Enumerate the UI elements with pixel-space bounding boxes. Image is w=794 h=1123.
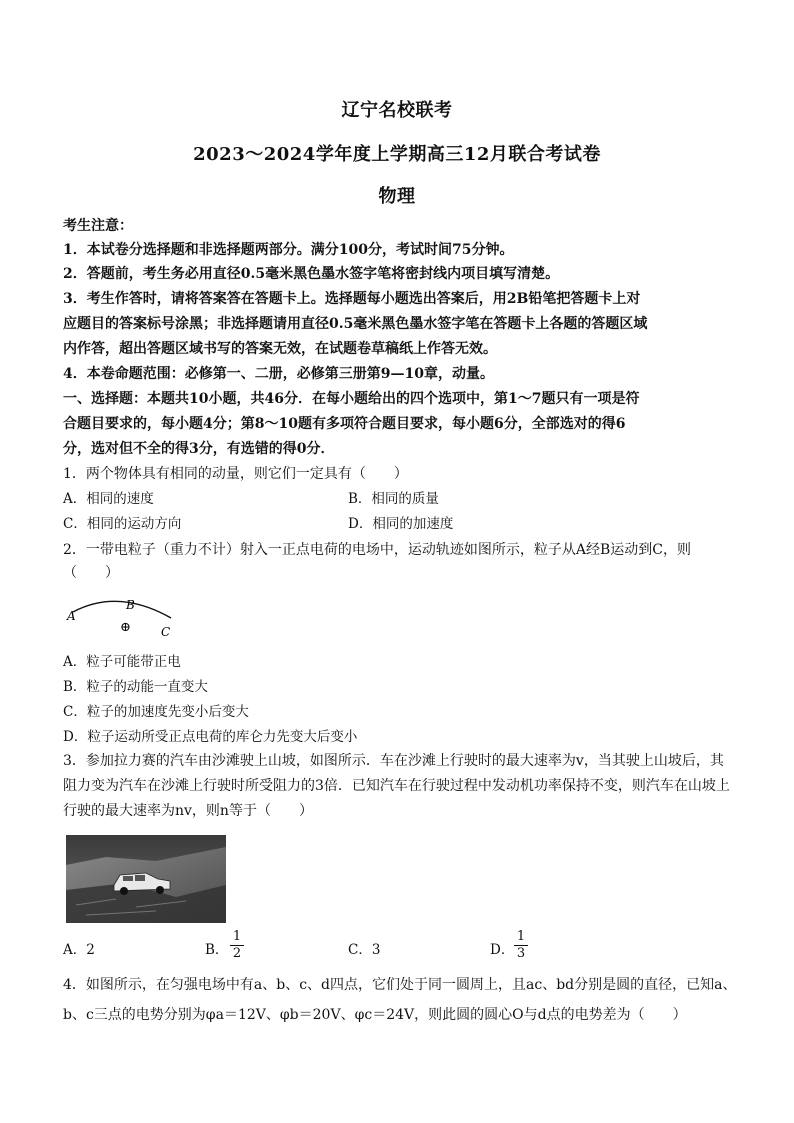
q2-stem-line-1: 2．一带电粒子（重力不计）射入一正点电荷的电场中，运动轨迹如图所示，粒子从A经B运动到C，则 (63, 542, 692, 558)
q1-option-c: C．相同的运动方向 (63, 516, 182, 532)
q3-option-a: A．2 (63, 942, 95, 958)
q2-option-d: D．粒子运动所受正点电荷的库仑力先变大后变小 (63, 729, 358, 745)
q3-stem-line-2: 阻力变为汽车在沙滩上行驶时所受阻力的3倍．已知汽车在行驶过程中发动机功率保持不变，则汽车在山坡上 (63, 778, 730, 794)
q3-option-c: C．3 (348, 942, 381, 958)
q2-trajectory-figure (63, 590, 203, 650)
q1-option-d: D．相同的加速度 (348, 516, 454, 532)
q4-stem-line-1: 4．如图所示，在匀强电场中有a、b、c、d四点，它们处于同一圆周上，且ac、bd分别是圆的直径，已知a、 (63, 977, 737, 993)
q2-option-c: C．粒子的加速度先变小后变大 (63, 704, 249, 720)
q3-stem-line-1: 3．参加拉力赛的汽车由沙滩驶上山坡，如图所示．车在沙滩上行驶时的最大速率为v，当其驶上山坡后，其 (63, 753, 724, 769)
q3-car-photo (66, 835, 226, 923)
q3-option-d-numerator: 1 (516, 929, 526, 944)
q1-option-b: B．相同的质量 (348, 491, 439, 507)
point-b-label: B (126, 598, 135, 612)
q3-option-d-fraction (514, 930, 528, 961)
trajectory-arc (73, 601, 171, 618)
q3-option-d-denominator: 3 (516, 946, 526, 961)
notice-item-4: 4．本卷命题范围：必修第一、二册，必修第三册第9—10章，动量。 (63, 366, 494, 382)
section1-line-3: 分，选对但不全的得3分，有选错的得0分． (63, 441, 335, 457)
exam-org-title: 辽宁名校联考 (341, 100, 453, 121)
notice-item-1: 1．本试卷分选择题和非选择题两部分。满分100分，考试时间75分钟。 (63, 242, 514, 258)
notice-item-2: 2．答题前，考生务必用直径0.5毫米黑色墨水签字笔将密封线内项目填写清楚。 (63, 266, 560, 282)
section1-line-1: 一、选择题：本题共10小题，共46分．在每小题给出的四个选项中，第1～7题只有一项是符 (63, 391, 640, 407)
q3-option-d-label: D． (490, 942, 515, 958)
q1-option-a: A．相同的速度 (63, 491, 154, 507)
q4-stem-line-2: b、c三点的电势分别为φa＝12V、φb＝20V、φc＝24V，则此圆的圆心O与d点的电势差为（ ） (63, 1007, 687, 1023)
q2-stem-line-2: （ ） (63, 565, 119, 581)
q3-option-b-numerator: 1 (232, 929, 242, 944)
q3-option-b-fraction (230, 930, 244, 961)
q2-option-a: A．粒子可能带正电 (63, 654, 181, 670)
positive-charge-icon: ⊕ (120, 620, 131, 635)
q2-option-b: B．粒子的动能一直变大 (63, 679, 208, 695)
notice-item-3-line-1: 3．考生作答时，请将答案答在答题卡上。选择题每小题选出答案后，用2B铅笔把答题卡上对 (63, 291, 641, 307)
q1-stem: 1．两个物体具有相同的动量，则它们一定具有（ ） (63, 466, 408, 482)
exam-title: 2023～2024学年度上学期高三12月联合考试卷 (193, 144, 601, 165)
q3-stem-line-3: 行驶的最大速率为nv，则n等于（ ） (63, 803, 313, 819)
point-a-label: A (67, 609, 76, 623)
point-c-label: C (161, 625, 171, 639)
notice-heading: 考生注意： (63, 218, 133, 234)
notice-item-3-line-3: 内作答，超出答题区域书写的答案无效，在试题卷草稿纸上作答无效。 (63, 341, 497, 357)
q3-option-b-denominator: 2 (232, 946, 242, 961)
notice-item-3-line-2: 应题目的答案标号涂黑；非选择题请用直径0.5毫米黑色墨水签字笔在答题卡上各题的答题区域 (63, 316, 648, 332)
q3-option-b-label: B． (205, 942, 229, 958)
section1-line-2: 合题目要求的，每小题4分；第8～10题有多项符合题目要求，每小题6分，全部选对的得6 (63, 416, 626, 432)
subject-title: 物理 (378, 186, 416, 207)
